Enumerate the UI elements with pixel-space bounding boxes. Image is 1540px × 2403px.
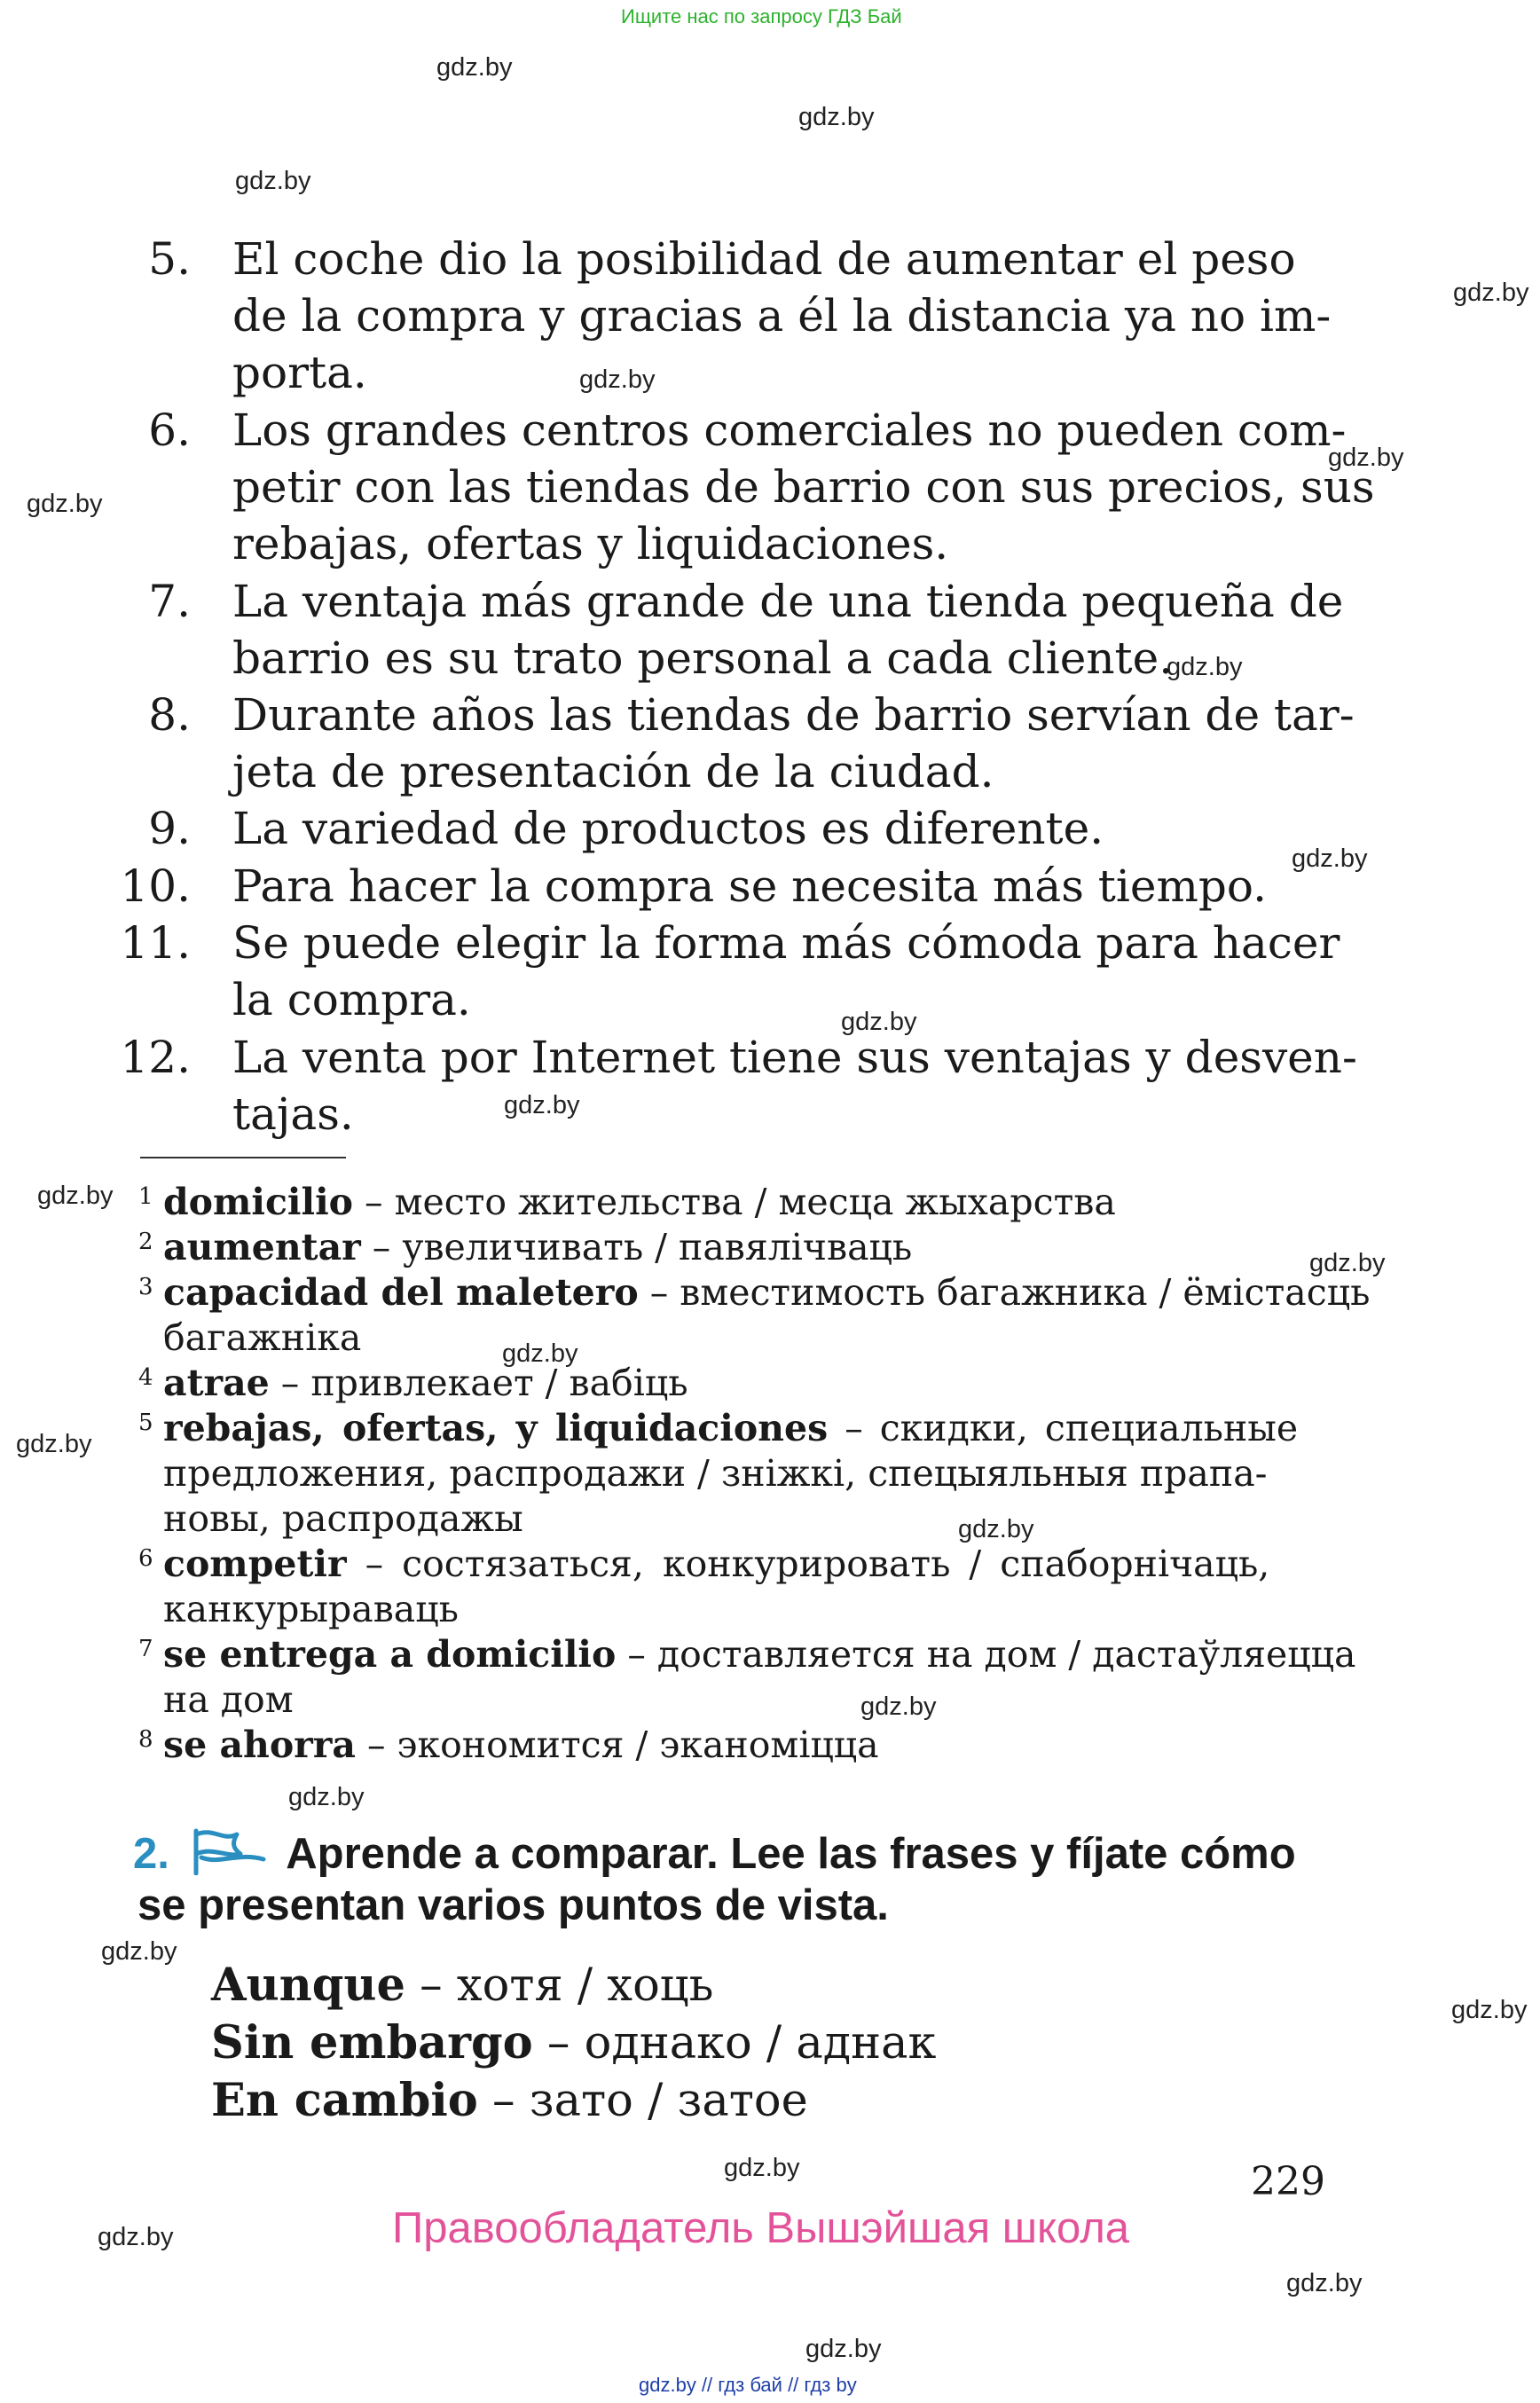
watermark: gdz.by [798,103,875,131]
watermark: gdz.by [860,1692,937,1721]
watermark: gdz.by [436,53,513,82]
footnote-term: rebajas, ofertas, y liquidaciones [163,1407,829,1449]
item-number: 12. [120,1032,191,1083]
item-line: barrio es su trato personal a cada cliente. [232,632,1174,684]
watermark: gdz.by [724,2154,800,2182]
watermark: gdz.by [805,2335,882,2363]
footnote-text: багажніка [163,1316,362,1359]
vocab-item [211,1957,713,2014]
bottom-banner[interactable]: gdz.by // гдз бай // гдз by [639,2374,857,2396]
vocab-translation: – однако / аднак [532,2017,937,2069]
vocab-term: En cambio [211,2074,478,2127]
footnote-number: 1 [138,1183,153,1210]
footnote-number: 3 [138,1274,153,1300]
watermark: gdz.by [27,490,103,518]
footnote-term: competir [163,1543,347,1585]
item-line: Durante años las tiendas de barrio servían de tar- [232,689,1355,741]
item-number: 7. [148,576,191,627]
watermark: gdz.by [1167,653,1243,681]
footnote-text: – увеличивать / павялічваць [360,1226,913,1268]
footnote-text: – состязаться, конкурировать / спаборнічаць, [346,1543,1270,1585]
item-number: 11. [120,917,191,969]
vocab-translation: – зато / затое [477,2075,808,2127]
item-line: porta. [232,347,367,398]
rights-holder: Правообладатель Вышэйшая школа [392,2204,1130,2252]
footnote-text: на дом [163,1678,294,1721]
item-line: Los grandes centros comerciales no pueden com- [232,404,1347,456]
watermark: gdz.by [504,1091,580,1119]
item-line: de la compra y gracias a él la distancia ya no im- [232,290,1332,342]
task-line: se presentan varios puntos de vista. [138,1881,889,1929]
watermark: gdz.by [37,1182,114,1210]
vocab-term: Aunque [211,1959,405,2012]
vocab-term: Sin embargo [211,2016,533,2069]
vocab-translation: – хотя / хоць [405,1959,714,2012]
footnote-text: – вместимость багажника / ёмістасць [638,1271,1371,1314]
watermark: gdz.by [841,1008,917,1036]
footnote-text: предложения, распродажи / зніжкі, спецыяльныя прапа- [163,1452,1268,1495]
top-banner: Ищите нас по запросу ГДЗ Бай [621,5,902,27]
item-number: 9. [148,803,191,854]
item-line: jeta de presentación de la ciudad. [232,746,994,797]
footnote-term: aumentar [163,1226,361,1268]
item-line: petir con las tiendas de barrio con sus precios, sus [232,461,1375,513]
item-number: 6. [148,404,191,456]
item-line: El coche dio la posibilidad de aumentar el peso [232,233,1296,285]
item-line: la compra. [232,974,471,1025]
watermark: gdz.by [1286,2269,1363,2297]
footnote-text: канкурыраваць [163,1588,459,1630]
item-line: Para hacer la compra se necesita más tiempo. [232,860,1267,912]
footnote-number: 7 [138,1636,153,1662]
item-line: La ventaja más grande de una tienda pequeña de [232,576,1344,627]
footnote-number: 5 [138,1410,153,1436]
footnote-term: capacidad del maletero [163,1271,639,1314]
item-line: La venta por Internet tiene sus ventajas y desven- [232,1032,1357,1083]
item-line: tajas. [232,1088,354,1140]
watermark: gdz.by [16,1430,92,1458]
footnote-text: – привлекает / вабіць [269,1362,688,1404]
watermark: gdz.by [1328,444,1404,472]
item-line: La variedad de productos es diferente. [232,803,1104,854]
footnote-term: atrae [163,1362,270,1404]
watermark: gdz.by [1292,844,1368,873]
item-number: 5. [148,233,191,285]
item-line: Se puede elegir la forma más cómoda para hacer [232,917,1340,969]
watermark: gdz.by [1453,279,1529,307]
watermark: gdz.by [579,365,656,394]
item-line: rebajas, ofertas y liquidaciones. [232,518,949,569]
vocab-item [211,2014,936,2072]
footnote-term: domicilio [163,1181,354,1223]
watermark: gdz.by [1451,1996,1528,2024]
task-line: Aprende a comparar. Lee las frases y fíjate cómo [286,1830,1296,1878]
watermark: gdz.by [98,2223,174,2251]
footnote-text: – место жительства / месца жыхарства [353,1181,1116,1223]
footnote-number: 4 [138,1364,153,1391]
pen-icon [187,1826,269,1875]
item-number: 10. [120,860,191,912]
vocab-item [211,2072,808,2130]
footnote-text: – экономится / эканоміцца [355,1724,879,1766]
footnote-term: se entrega a domicilio [163,1633,617,1676]
footnote-number: 2 [138,1229,153,1255]
watermark: gdz.by [1309,1249,1386,1277]
footnote-number: 8 [138,1726,153,1753]
footnote-text: – скидки, специальные [828,1407,1299,1449]
watermark: gdz.by [288,1783,365,1811]
footnote-number: 6 [138,1545,153,1572]
task-heading [133,1826,1296,1881]
footnote-term: se ahorra [163,1724,356,1766]
footnote-divider [140,1157,346,1158]
footnote-text: новы, распродажы [163,1497,523,1540]
task-number: 2. [133,1830,169,1878]
watermark: gdz.by [502,1339,578,1368]
watermark: gdz.by [958,1515,1034,1543]
watermark: gdz.by [101,1937,177,1966]
watermark: gdz.by [235,167,311,195]
page-number: 229 [1251,2159,1325,2204]
item-number: 8. [148,689,191,741]
footnote-text: – доставляется на дом / дастаўляецца [616,1633,1356,1676]
